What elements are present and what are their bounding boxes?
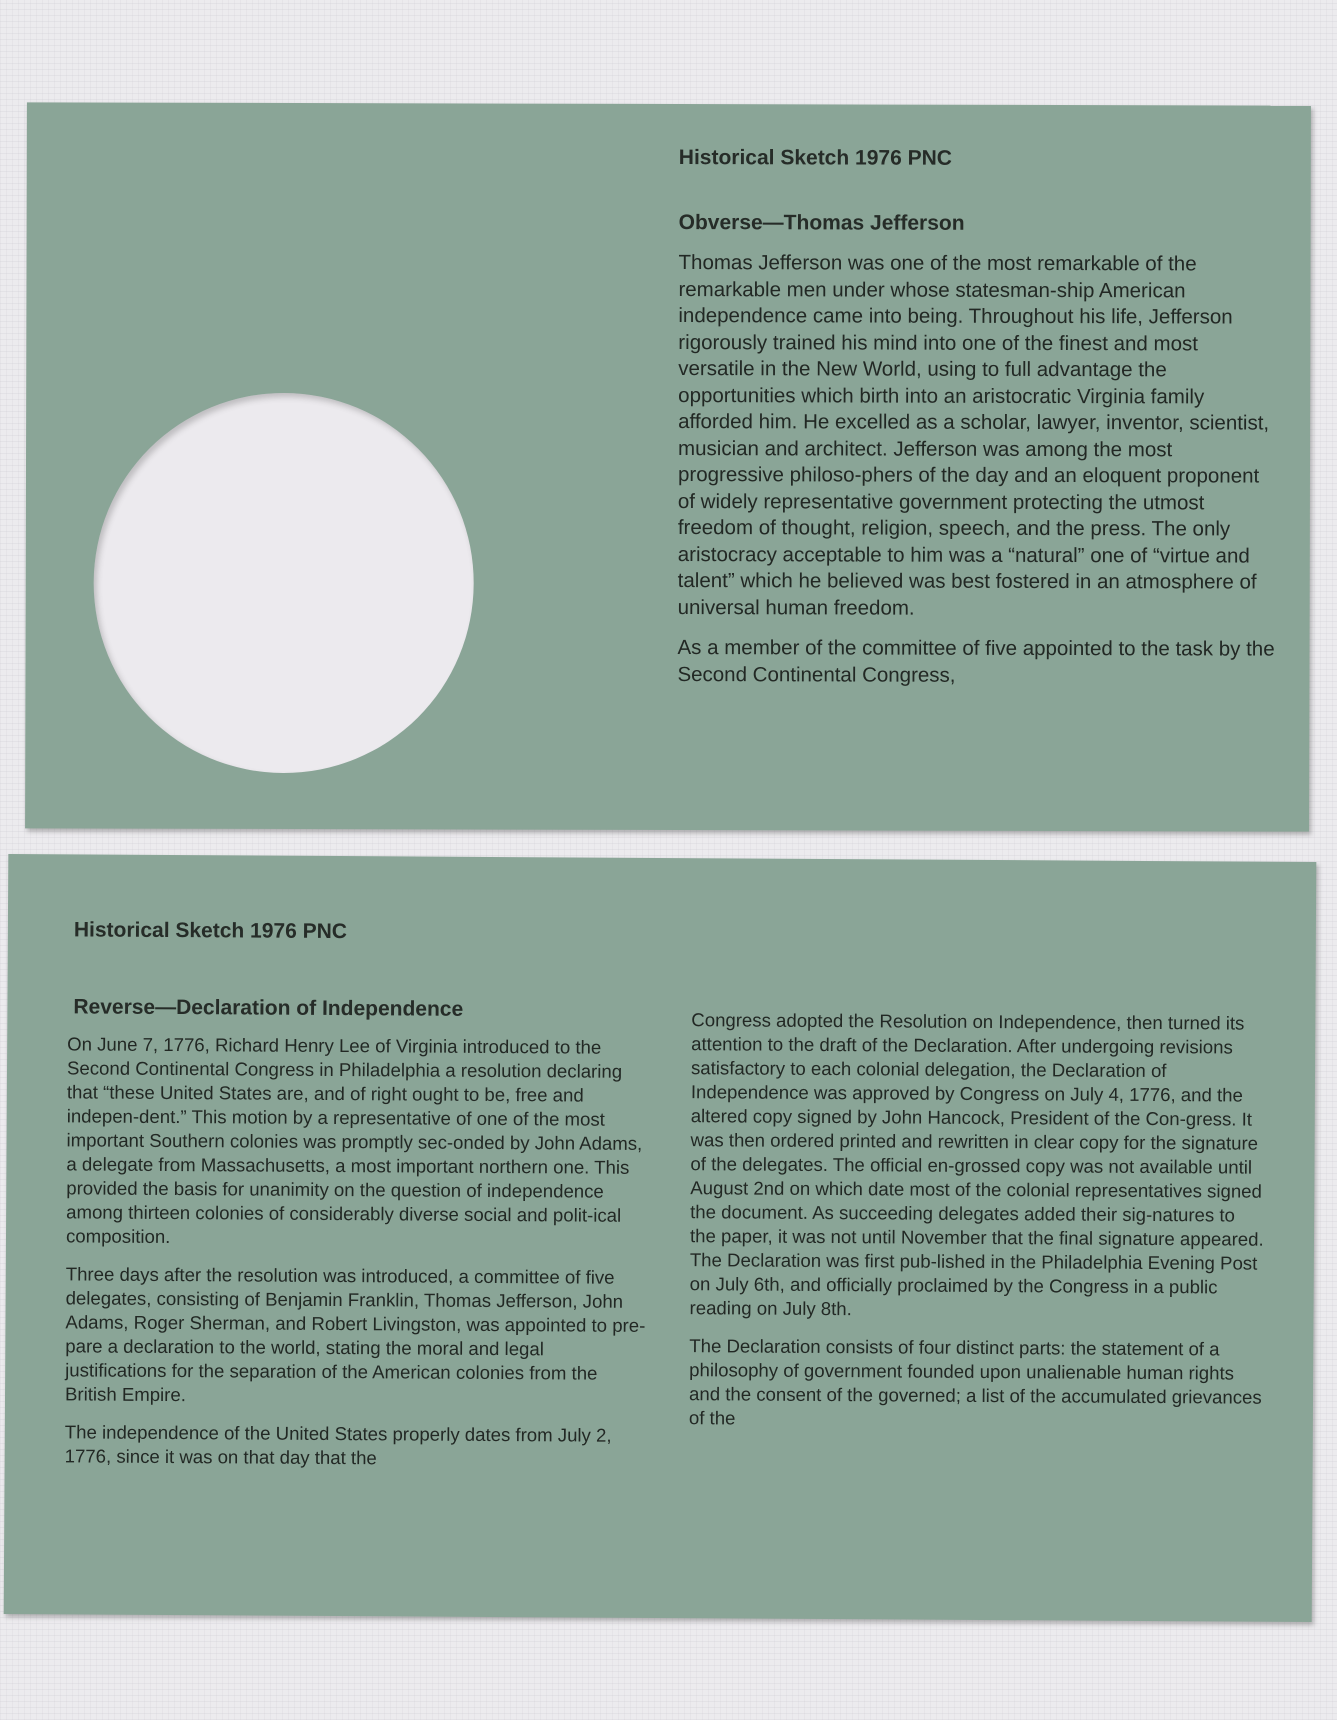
card-title: Historical Sketch 1976 PNC [73, 918, 348, 944]
section-title: Obverse—Thomas Jefferson [678, 211, 965, 235]
obverse-text-column [677, 250, 1278, 704]
paragraph: Thomas Jefferson was one of the most remarkable of the remarkable men under whose statesman-ship American independence came into being. Throughout his life, Jefferson rigorously trained his mind into one of the finest and most versatile in the New World, using to full advantage the opportunities which birth into an aristocratic Virginia family afforded him. He excelled as a scholar, lawyer, inventor, scientist, musician and architect. Jefferson was among the most progressive philoso-phers of the day and an eloquent proponent of widely representative government protecting the utmost freedom of thought, religion, speech, and the press. The only aristocracy acceptable to him was a “natural” one of “virtue and talent” which he believed was best fostered in an atmosphere of universal human freedom. [677, 251, 1270, 620]
paragraph: Three days after the resolution was introduced, a committee of five delegates, consisting of Benjamin Franklin, Thomas Jefferson, John Adams, Roger Sherman, and Robert Livingston, was appointed to pre-pare a declaration to the world, stating the moral and legal justifications for the separation of the American colonies from the British Empire. [64, 1263, 646, 1406]
paragraph: The Declaration consists of four distinct parts: the statement of a philosophy of government founded upon unalienable human rights and the consent of the governed; a list of the accumulated grievances of the [688, 1335, 1262, 1429]
reverse-card [4, 854, 1317, 1622]
reverse-right-column [689, 1008, 1266, 1447]
obverse-card [25, 102, 1311, 831]
reverse-left-column [64, 1032, 647, 1486]
card-title: Historical Sketch 1976 PNC [678, 146, 952, 170]
coin-cutout-hole [93, 392, 474, 773]
paragraph: On June 7, 1776, Richard Henry Lee of Virginia introduced to the Second Continental Congress in Philadelphia a resolution declaring that “these United States are, and of right ought to be, free and indepen-dent.” This motion by a representative of one of the most important Southern colonies was promptly sec-onded by John Adams, a delegate from Massachusetts, a most important northern one. This provided the basis for unanimity on the question of independence among thirteen colonies of considerably diverse social and polit-ical composition. [65, 1033, 643, 1248]
paragraph: The independence of the United States properly dates from July 2, 1776, since it was on that day that the [64, 1421, 612, 1469]
paragraph: As a member of the committee of five appointed to the task by the Second Continental Congress, [677, 636, 1275, 687]
section-title: Reverse—Declaration of Independence [73, 995, 464, 1021]
paragraph: Congress adopted the Resolution on Independence, then turned its attention to the draft of the Declaration. After undergoing revisions satisfactory to each colonial delegation, the Declaration of Independence was approved by Congress on July 4, 1776, and the altered copy signed by John Hancock, President of the Con-gress. It was then ordered printed and rewritten in clear copy for the signature of the delegates. The official en-grossed copy was not available until August 2nd on which date most of the colonial representatives signed the document. As succeeding delegates added their sig-natures to the paper, it was not until November that the final signature appeared. The Declaration was first pub-lished in the Philadelphia Evening Post on July 6th, and officially proclaimed by the Congress in a public reading on July 8th. [689, 1009, 1264, 1320]
